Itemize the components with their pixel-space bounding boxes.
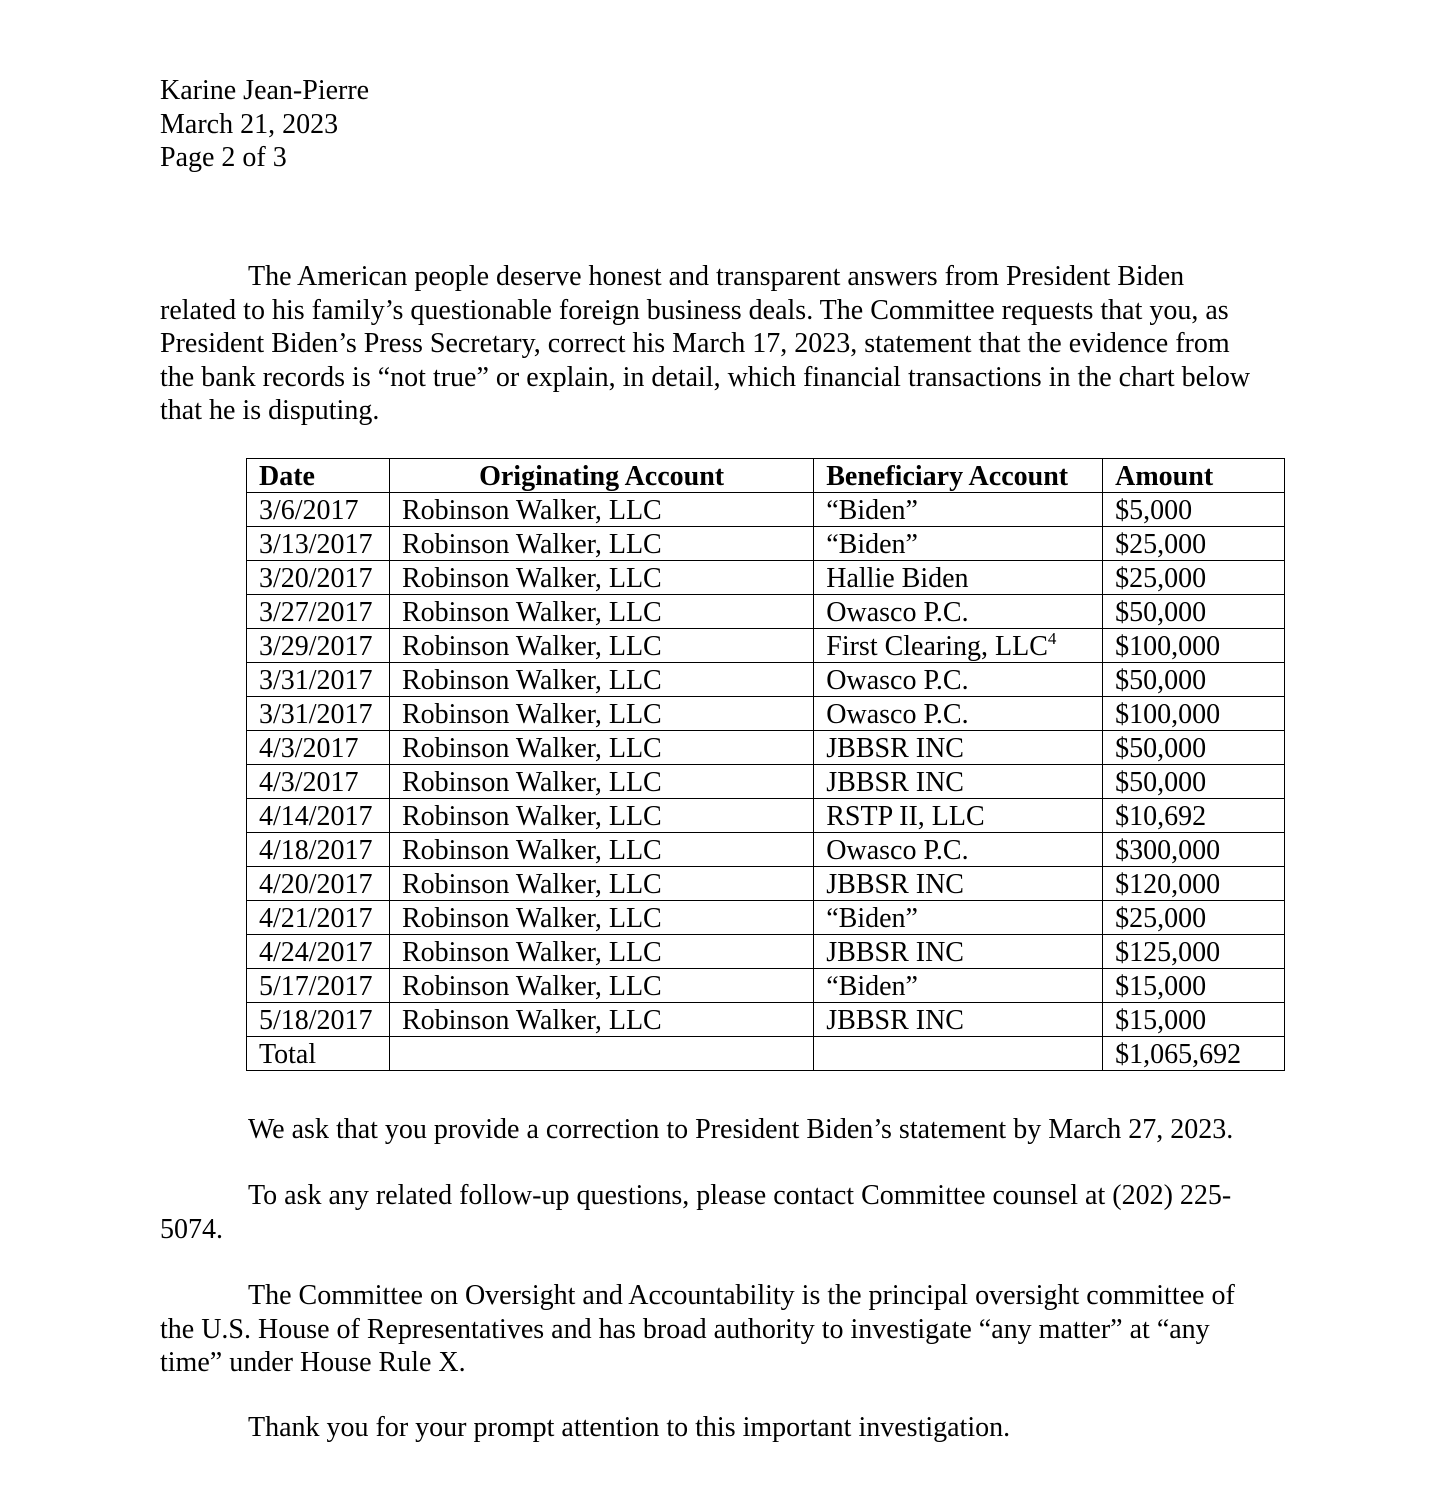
cell-date: 4/18/2017 [247,833,390,867]
cell-originating-account: Robinson Walker, LLC [389,969,813,1003]
cell-originating-account: Robinson Walker, LLC [389,1003,813,1037]
closing-paragraph [160,1411,1290,1445]
cell-beneficiary-account: “Biden” [814,969,1103,1003]
cell-amount: $100,000 [1103,629,1285,663]
cell-amount: $10,692 [1103,799,1285,833]
cell-beneficiary-account: JBBSR INC [814,765,1103,799]
header-originating-account: Originating Account [389,459,813,493]
cell-date: 5/17/2017 [247,969,390,1003]
cell-originating-account: Robinson Walker, LLC [389,493,813,527]
cell-beneficiary-account: Owasco P.C. [814,663,1103,697]
cell-originating-account: Robinson Walker, LLC [389,867,813,901]
cell-date: 3/13/2017 [247,527,390,561]
cell-date: 4/21/2017 [247,901,390,935]
table-row [247,697,1285,731]
cell-beneficiary-account: “Biden” [814,901,1103,935]
table-row [247,833,1285,867]
cell-originating-account: Robinson Walker, LLC [389,663,813,697]
table-row [247,493,1285,527]
cell-amount: $15,000 [1103,1003,1285,1037]
table-row [247,527,1285,561]
paragraph-line: To ask any related follow-up questions, please contact Committee counsel at (202) 225- [248,1180,1232,1211]
letter-date: March 21, 2023 [160,108,339,140]
header-beneficiary-account: Beneficiary Account [814,459,1103,493]
correction-request-paragraph [160,1113,1290,1147]
cell-originating-account: Robinson Walker, LLC [389,629,813,663]
table-cell-empty [389,1037,813,1071]
cell-beneficiary-account: “Biden” [814,527,1103,561]
cell-originating-account: Robinson Walker, LLC [389,765,813,799]
cell-date: 3/27/2017 [247,595,390,629]
cell-date: 3/20/2017 [247,561,390,595]
cell-amount: $25,000 [1103,527,1285,561]
cell-amount: $125,000 [1103,935,1285,969]
letter-header [160,74,369,175]
page-number: Page 2 of 3 [160,142,287,173]
header-amount: Amount [1103,459,1285,493]
table-row [247,935,1285,969]
table-row [247,663,1285,697]
contact-paragraph [160,1179,1290,1246]
cell-amount: $50,000 [1103,731,1285,765]
cell-originating-account: Robinson Walker, LLC [389,731,813,765]
cell-date: 4/14/2017 [247,799,390,833]
total-label: Total [247,1037,390,1071]
cell-amount: $50,000 [1103,595,1285,629]
cell-originating-account: Robinson Walker, LLC [389,527,813,561]
cell-originating-account: Robinson Walker, LLC [389,697,813,731]
table-row [247,1003,1285,1037]
cell-originating-account: Robinson Walker, LLC [389,595,813,629]
cell-date: 3/31/2017 [247,697,390,731]
cell-date: 3/31/2017 [247,663,390,697]
cell-beneficiary-account: Hallie Biden [814,561,1103,595]
beneficiary-text: First Clearing, LLC [826,631,1048,662]
cell-beneficiary-account: JBBSR INC [814,1003,1103,1037]
table-row [247,731,1285,765]
paragraph-line: 5074. [160,1213,223,1245]
table-row [247,765,1285,799]
total-amount: $1,065,692 [1103,1037,1285,1071]
cell-originating-account: Robinson Walker, LLC [389,799,813,833]
cell-beneficiary-account: JBBSR INC [814,935,1103,969]
paragraph-line: The Committee on Oversight and Accountability is the principal oversight committee of [248,1280,1235,1311]
cell-date: 4/3/2017 [247,765,390,799]
cell-amount: $15,000 [1103,969,1285,1003]
table-body [247,493,1285,1037]
cell-beneficiary-account [814,629,1103,663]
cell-amount: $5,000 [1103,493,1285,527]
cell-amount: $50,000 [1103,765,1285,799]
cell-originating-account: Robinson Walker, LLC [389,935,813,969]
table-header-row [247,459,1285,493]
table-row [247,867,1285,901]
table-row [247,799,1285,833]
cell-beneficiary-account: Owasco P.C. [814,595,1103,629]
cell-beneficiary-account: RSTP II, LLC [814,799,1103,833]
cell-amount: $25,000 [1103,901,1285,935]
cell-originating-account: Robinson Walker, LLC [389,561,813,595]
cell-date: 3/29/2017 [247,629,390,663]
cell-amount: $120,000 [1103,867,1285,901]
paragraph-line: that he is disputing. [160,395,380,426]
table-row [247,629,1285,663]
transactions-table [246,458,1285,1071]
paragraph-line: We ask that you provide a correction to President Biden’s statement by March 27, 2023. [248,1114,1234,1145]
cell-originating-account: Robinson Walker, LLC [389,901,813,935]
table-row [247,969,1285,1003]
cell-date: 4/24/2017 [247,935,390,969]
header-date: Date [247,459,390,493]
cell-originating-account: Robinson Walker, LLC [389,833,813,867]
recipient-name: Karine Jean-Pierre [160,75,370,106]
cell-beneficiary-account: “Biden” [814,493,1103,527]
cell-beneficiary-account: Owasco P.C. [814,697,1103,731]
table-row [247,901,1285,935]
table-total-row [247,1037,1285,1071]
cell-date: 4/3/2017 [247,731,390,765]
cell-beneficiary-account: Owasco P.C. [814,833,1103,867]
cell-date: 4/20/2017 [247,867,390,901]
cell-amount: $100,000 [1103,697,1285,731]
cell-date: 5/18/2017 [247,1003,390,1037]
cell-beneficiary-account: JBBSR INC [814,731,1103,765]
paragraph-line: President Biden’s Press Secretary, correct his March 17, 2023, statement that the evidence from [160,328,1230,359]
cell-amount: $300,000 [1103,833,1285,867]
paragraph-line: The American people deserve honest and transparent answers from President Biden [248,261,1185,292]
cell-beneficiary-account: JBBSR INC [814,867,1103,901]
table-row [247,561,1285,595]
authority-paragraph [160,1279,1290,1380]
cell-amount: $50,000 [1103,663,1285,697]
cell-date: 3/6/2017 [247,493,390,527]
footnote-marker[interactable]: 4 [1047,629,1057,648]
paragraph-line: related to his family’s questionable foreign business deals. The Committee requests that you, as [160,294,1229,326]
paragraph-line: time” under House Rule X. [160,1347,466,1378]
paragraph-line: the bank records is “not true” or explain, in detail, which financial transactions in the chart below [160,361,1251,393]
table-row [247,595,1285,629]
intro-paragraph [160,260,1290,428]
cell-amount: $25,000 [1103,561,1285,595]
paragraph-line: the U.S. House of Representatives and has broad authority to investigate “any matter” at “any [160,1313,1210,1345]
table-cell-empty [814,1037,1103,1071]
paragraph-line: Thank you for your prompt attention to this important investigation. [248,1412,1011,1443]
